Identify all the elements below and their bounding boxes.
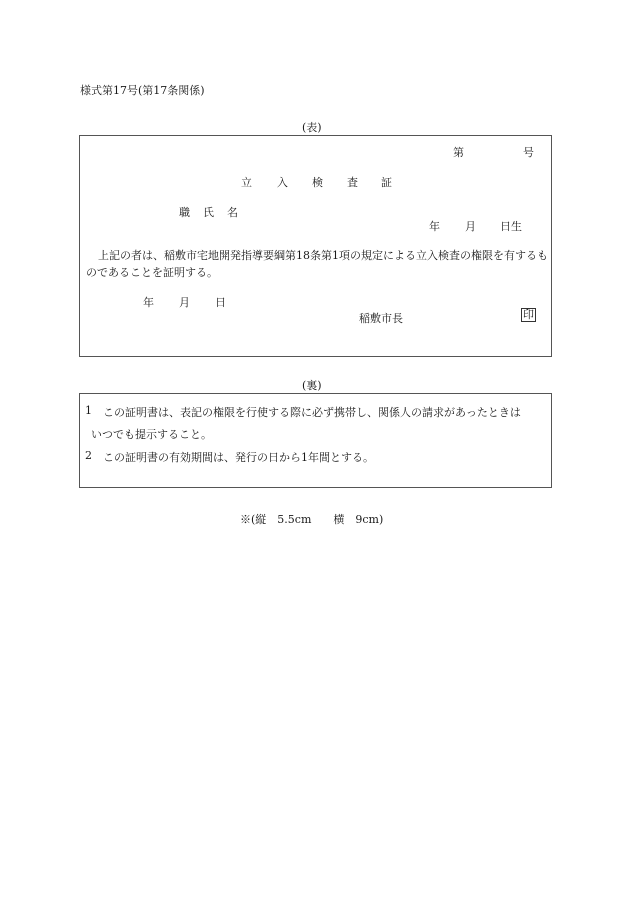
birth-day: 日生 [500, 220, 522, 233]
item-number: 1 [85, 404, 92, 417]
item-text: この証明書は、表記の権限を行使する際に必ず携帯し、関係人の請求があったときは [103, 406, 521, 419]
number-go: 号 [523, 146, 534, 159]
back-label: (裏) [302, 379, 322, 392]
title-char: 証 [381, 176, 392, 189]
title-char: 査 [347, 176, 358, 189]
certification-text: 上記の者は、稲敷市宅地開発指導要綱第18条第1項の規定による立入検査の権限を有するものであることを証明する。 [86, 249, 548, 279]
back-card [79, 393, 552, 488]
name-label-char: 名 [227, 206, 238, 219]
item-number: 2 [85, 449, 92, 462]
birth-month: 月 [465, 220, 476, 233]
issue-year: 年 [143, 296, 154, 309]
number-dai: 第 [453, 146, 464, 159]
title-char: 立 [241, 176, 252, 189]
issuer: 稲敷市長 [359, 312, 403, 325]
item-text: この証明書の有効期間は、発行の日から1年間とする。 [103, 451, 374, 464]
birth-year: 年 [429, 220, 440, 233]
issue-day: 日 [215, 296, 226, 309]
name-label-char: 氏 [203, 206, 214, 219]
front-label: (表) [302, 121, 322, 134]
size-note: ※(縦 5.5cm 横 9cm) [240, 513, 384, 526]
front-card [79, 135, 552, 357]
item-text-cont: いつでも提示すること。 [91, 428, 212, 441]
form-number: 様式第17号(第17条関係) [80, 84, 205, 97]
issue-month: 月 [179, 296, 190, 309]
title-char: 検 [312, 176, 323, 189]
seal-mark: 印 [523, 308, 534, 321]
title-char: 入 [277, 176, 288, 189]
name-label-char: 職 [179, 206, 190, 219]
